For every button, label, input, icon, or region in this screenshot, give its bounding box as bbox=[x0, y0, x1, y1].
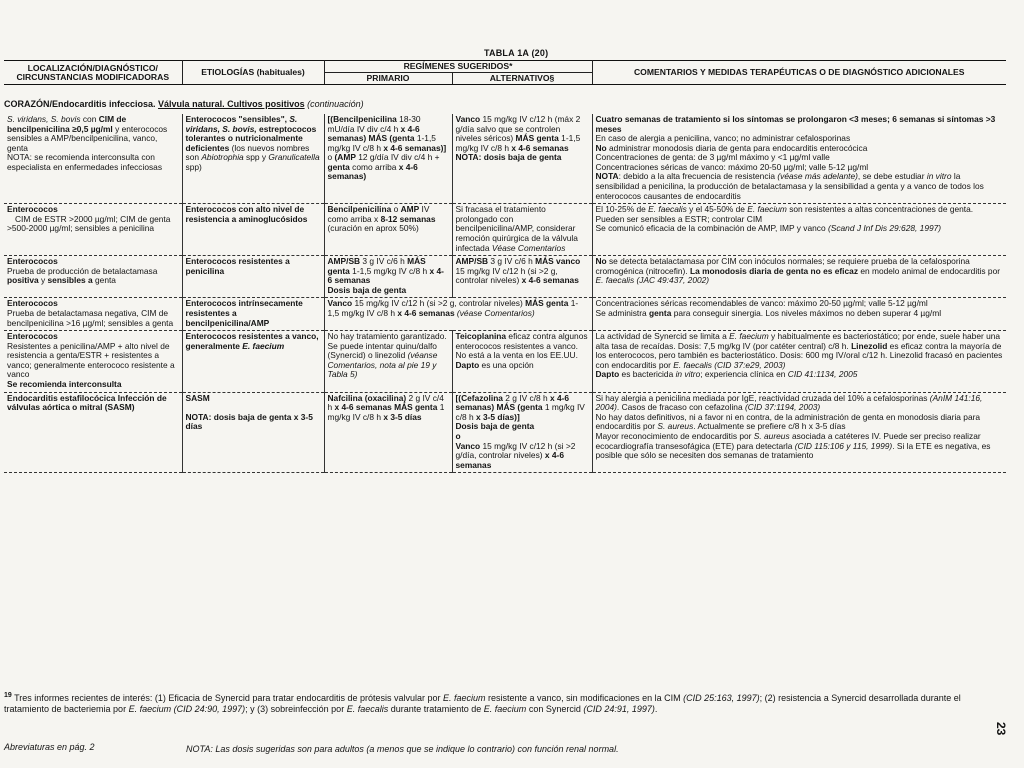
text-run: 1-1,5 mg/kg IV c/8 h bbox=[455, 133, 581, 153]
text-run: Dapto bbox=[455, 359, 480, 370]
text-run: Si fracasa el tratamiento prolongado con bencilpenicilina/AMP, considerar remoción quirúrgica de la válvula infectada bbox=[455, 204, 578, 253]
text-run: La actividad de Synercid se limita a bbox=[595, 331, 730, 342]
text-run: E. faecium (CID 24:90, 1997) bbox=[128, 703, 246, 714]
etiology-cell bbox=[182, 114, 324, 204]
etiology-cell bbox=[182, 392, 324, 473]
text-run: Endocarditis estafilocócica Infección de válvulas aórtica o mitral (SASM) bbox=[7, 392, 167, 413]
diagnosis-cell bbox=[4, 114, 182, 204]
header-alternativo: ALTERNATIVO§ bbox=[452, 73, 592, 85]
text-run: Vanco bbox=[327, 298, 353, 309]
diagnosis-cell bbox=[4, 256, 182, 298]
text-run: MÁS genta bbox=[525, 298, 569, 309]
text-run: x 4-6 semanas bbox=[455, 450, 564, 470]
text-run: asociada a catéteres IV. Puede ser preciso realizar ecocardiografía transesofágica (ETE) para detectarla bbox=[595, 430, 981, 451]
text-run: administrar monodosis diaria de genta para endocarditis enterocócica bbox=[606, 142, 868, 153]
text-run: AMP/SB bbox=[327, 256, 361, 267]
text-run: El 10-25% de bbox=[595, 204, 649, 215]
text-run: Enterococos con alto nivel de resistencia a aminoglucósidos bbox=[185, 204, 308, 224]
primary-regimen-cell bbox=[324, 392, 452, 473]
text-run: Dapto bbox=[595, 369, 620, 380]
text-run: 2 g IV c/8 h bbox=[502, 392, 550, 403]
text-run: Se comunicó eficacia de la combinación de AMP, IMP y vanco bbox=[595, 223, 828, 234]
text-run: S. aureus bbox=[753, 430, 790, 441]
table-title: TABLA 1A (20) bbox=[484, 48, 549, 58]
text-run: spp y bbox=[243, 152, 269, 163]
text-run: Enterococos resistentes a vanco, generalmente bbox=[185, 331, 319, 351]
text-run: x 4-6 semanas)] bbox=[383, 142, 447, 153]
text-run: (curación en aprox 50%) bbox=[327, 223, 419, 234]
text-run: Nafcilina (oxacilina) bbox=[327, 392, 407, 403]
text-run: CID 41:1134, 2005 bbox=[787, 369, 858, 380]
text-run: No bbox=[595, 256, 607, 267]
text-run: [(Cefazolina bbox=[455, 392, 503, 403]
primary-regimen-cell bbox=[324, 204, 452, 256]
text-run: . Casos de fracaso con cefazolina bbox=[616, 402, 745, 413]
diagnosis-cell bbox=[4, 204, 182, 256]
alternative-regimen-cell bbox=[452, 392, 592, 473]
text-run: ; y (3) sobreinfección por bbox=[245, 703, 347, 714]
text-run: Enterococos bbox=[7, 204, 58, 215]
text-run: Linezolid bbox=[851, 340, 888, 351]
text-run: Concentraciones de genta: de 3 µg/ml máximo y <1 µg/ml valle bbox=[595, 152, 830, 163]
etiology-cell bbox=[182, 298, 324, 331]
text-run: spp) bbox=[185, 161, 202, 172]
text-run: genta bbox=[649, 307, 672, 318]
text-run: (CID 25:163, 1997) bbox=[683, 693, 760, 703]
text-run: Cuatro semanas de tratamiento si los síntomas se prolongaron <3 meses; 6 semanas si síntomas >3 meses bbox=[595, 114, 996, 134]
text-run: con Synercid bbox=[526, 703, 584, 714]
text-run: 3 g IV c/6 h bbox=[488, 256, 536, 267]
etiology-cell bbox=[182, 204, 324, 256]
text-run: 2 g IV c/4 h bbox=[327, 392, 444, 413]
text-run: x 4-6 semanas) MÁS (genta bbox=[455, 392, 570, 413]
text-run: como arriba bbox=[349, 161, 399, 172]
text-run: E. faecalis bbox=[648, 204, 687, 215]
section-heading bbox=[4, 99, 364, 109]
text-run: 15 mg/kg IV c/12 h (máx 2 g/día salvo que se controlen niveles séricos) bbox=[455, 114, 581, 144]
text-run: . bbox=[654, 703, 658, 714]
text-run: SASM bbox=[185, 392, 210, 403]
dosage-note: NOTA: Las dosis sugeridas son para adultos (a menos que se indique lo contrario) con función renal normal. bbox=[186, 744, 619, 754]
text-run: E. faecalis bbox=[346, 703, 389, 714]
text-run: S. viridans, S. bovis, bbox=[185, 114, 298, 134]
comments-cell bbox=[592, 298, 1006, 331]
text-run: y enterococos sensibles a AMP/bencilpenicilina, vanco, genta bbox=[7, 123, 168, 153]
text-run: (CID 37:1194, 2003) bbox=[744, 402, 821, 413]
table-row bbox=[4, 392, 1006, 473]
text-run: x 4-6 semanas bbox=[397, 307, 455, 318]
text-run: Concentraciones séricas de vanco: máximo 20-50 µg/ml; valle 5-12 µg/ml bbox=[595, 161, 869, 172]
header-primario: PRIMARIO bbox=[324, 73, 452, 85]
text-run: in vitro bbox=[926, 171, 952, 182]
text-run: , se debe estudiar bbox=[857, 171, 927, 182]
text-run: (CID 24:91, 1997) bbox=[583, 703, 655, 714]
text-run: (AnIM 141:16, 2004) bbox=[595, 392, 983, 413]
text-run: x 4-6 semanas) bbox=[327, 161, 418, 182]
diagnosis-cell bbox=[4, 392, 182, 473]
text-run: o bbox=[391, 204, 401, 215]
regimen-table bbox=[4, 114, 1006, 473]
text-run: Si hay alergia a penicilina mediada por IgE, reactividad cruzada del 10% a cefalosporinas bbox=[595, 392, 930, 403]
text-run: 8-12 semanas bbox=[380, 213, 436, 224]
comments-cell bbox=[592, 114, 1006, 204]
alternative-regimen-cell bbox=[452, 204, 592, 256]
text-run: Vanco bbox=[455, 440, 481, 451]
text-run: 12 g/día IV div c/4 h + bbox=[355, 152, 440, 163]
text-run: NOTA: dosis baja de genta x 3-5 días bbox=[185, 411, 313, 432]
text-run: MÁS vanco bbox=[535, 256, 581, 267]
text-run: Se administra bbox=[595, 307, 650, 318]
text-run: 18-30 mU/día IV div c/4 h bbox=[327, 114, 421, 134]
text-run: E. faecalis (CID 37:e29, 2003) bbox=[673, 359, 786, 370]
text-run: No hay datos definitivos, ni a favor ni en contra, de la administración de genta en monodosis diaria para endocarditis por bbox=[595, 411, 981, 432]
text-run: x 3-5 días bbox=[383, 411, 422, 422]
text-run: Abiotrophia bbox=[201, 152, 244, 163]
etiology-cell bbox=[182, 331, 324, 392]
text-run: (véase más adelante) bbox=[777, 171, 858, 182]
text-run: durante tratamiento de bbox=[388, 703, 484, 714]
text-run: Enterococos intrínsecamente resistentes a bencilpenicilina/AMP bbox=[185, 298, 303, 328]
text-run: E. faecium bbox=[483, 703, 527, 714]
text-run: NOTA bbox=[595, 171, 619, 182]
table-header bbox=[4, 60, 1006, 85]
text-run: x 3-5 días)] bbox=[475, 411, 520, 422]
text-run: o bbox=[327, 152, 335, 163]
text-run: Enterococos bbox=[7, 256, 58, 267]
text-run: x 4-6 semanas MÁS genta bbox=[334, 402, 438, 413]
text-run: AMP bbox=[400, 204, 420, 215]
header-comentarios: COMENTARIOS Y MEDIDAS TERAPÉUTICAS O DE DIAGNÓSTICO ADICIONALES bbox=[592, 61, 1006, 85]
text-run: Enterococos bbox=[7, 331, 58, 342]
text-run: con bbox=[80, 114, 99, 124]
comments-cell bbox=[592, 204, 1006, 256]
comments-cell bbox=[592, 331, 1006, 392]
table-row bbox=[4, 114, 1006, 204]
table-row bbox=[4, 298, 1006, 331]
section-subtitle: Válvula natural. Cultivos positivos bbox=[158, 99, 305, 109]
text-run: E. faecium bbox=[242, 340, 285, 351]
text-run: 1 mg/kg IV c/8 h bbox=[455, 402, 585, 422]
text-run: E. faecium bbox=[729, 331, 769, 342]
comments-cell bbox=[592, 256, 1006, 298]
etiology-cell bbox=[182, 256, 324, 298]
text-run: se detecta betalactamasa por CIM con inóculos normales; se requiere prueba de la cefalosporina cromogénica (nitrocefin). bbox=[595, 256, 970, 276]
text-run: Mayor reconocimiento de endocarditis por bbox=[595, 430, 754, 441]
table-row bbox=[4, 204, 1006, 256]
text-run: IV como arriba x bbox=[327, 204, 430, 224]
alternative-regimen-cell bbox=[452, 331, 592, 392]
text-run: Granulicatella bbox=[268, 152, 320, 163]
footnote-number: 19 bbox=[4, 692, 12, 699]
text-run: Enterococos resistentes a penicilina bbox=[185, 256, 290, 276]
text-run: y el 45-50% de bbox=[686, 204, 748, 215]
table-row bbox=[4, 331, 1006, 392]
text-run: MÁS genta bbox=[515, 133, 559, 144]
text-run: Prueba de betalactamasa negativa, CIM de bencilpenicilina >16 µg/ml; sensibles a genta bbox=[7, 307, 174, 328]
text-run: E. faecalis (JAC 49:437, 2002) bbox=[595, 275, 710, 286]
text-run: La monodosis diaria de genta no es eficaz bbox=[690, 265, 859, 276]
text-run: Tres informes recientes de interés: (1) Eficacia de Synercid para tratar endocarditis de prótesis valvular por bbox=[14, 693, 443, 703]
text-run: ; (2) resistencia a Synercid desarrollada durante el tratamiento de bacteriemia por bbox=[4, 693, 961, 714]
text-run: sensibles a bbox=[47, 275, 93, 286]
text-run: Dosis baja de genta bbox=[455, 421, 535, 432]
text-run: x 4-6 semanas bbox=[521, 275, 579, 286]
text-run: No hay tratamiento garantizado. Se puede intentar quinu/dalfo (Synercid) o linezolid bbox=[327, 331, 447, 361]
alternative-regimen-cell bbox=[452, 114, 592, 204]
text-run: E. faecium bbox=[443, 693, 486, 703]
text-run: [(Bencilpenicilina bbox=[327, 114, 397, 124]
primary-regimen-cell bbox=[324, 331, 452, 392]
text-run: Teicoplanina bbox=[455, 331, 507, 342]
text-run: x 4-6 semanas bbox=[327, 265, 444, 286]
text-run: para conseguir sinergia. Los niveles máximos no deben superar 4 µg/ml bbox=[671, 307, 942, 318]
primary-regimen-cell bbox=[324, 114, 452, 204]
text-run: Concentraciones séricas recomendables de vanco: máximo 20-50 µg/ml; valle 5-12 µg/ml bbox=[595, 298, 928, 309]
text-run: 3 g IV c/6 h bbox=[360, 256, 408, 267]
text-run: estreptococos tolerantes o nutricionalmente deficientes bbox=[185, 123, 317, 153]
primary-regimen-cell bbox=[324, 298, 592, 331]
text-run: x 4-6 semanas bbox=[511, 142, 569, 153]
text-run: in vitro bbox=[675, 369, 701, 380]
text-run: En caso de alergia a penicilina, vanco; no administrar cefalosporinas bbox=[595, 133, 851, 144]
text-run: S. viridans, S. bovis bbox=[7, 114, 81, 124]
diagnosis-cell bbox=[4, 298, 182, 331]
header-localizacion: LOCALIZACIÓN/DIAGNÓSTICO/ CIRCUNSTANCIAS MODIFICADORAS bbox=[4, 61, 182, 85]
alternative-regimen-cell bbox=[452, 256, 592, 298]
text-run: (véase Comentarios) bbox=[454, 307, 535, 318]
text-run: genta bbox=[327, 161, 350, 172]
text-run: 15 mg/kg IV c/12 h (si >2 g, controlar niveles) bbox=[352, 298, 526, 309]
text-run: . Si la ETE es negativa, es posible que sólo se necesiten dos semanas de tratamiento bbox=[595, 440, 991, 461]
text-run: positiva bbox=[7, 275, 39, 286]
text-run: 1 mg/kg IV c/8 h bbox=[327, 402, 445, 422]
text-run: eficaz contra algunos enterococos resistentes a vanco. No está a la venta en los EE.UU. bbox=[455, 331, 588, 361]
header-etiologias: ETIOLOGÍAS (habituales) bbox=[182, 61, 324, 85]
text-run: 1-1,5 mg/kg IV c/8 h bbox=[327, 133, 436, 153]
text-run: 15 mg/kg IV c/12 h (si >2 g/día, controlar niveles) bbox=[455, 440, 576, 461]
text-run: 1-1,5 mg/kg IV c/8 h bbox=[327, 298, 579, 318]
text-run: : debido a la alta frecuencia de resistencia bbox=[618, 171, 778, 182]
text-run: la sensibilidad a penicilina, la producción de betalactamasa y la sensibilidad a genta y a vanco de todos los enterococos causantes de endocarditis bbox=[595, 171, 984, 201]
text-run: No bbox=[595, 142, 607, 153]
text-run: Véase Comentarios bbox=[491, 242, 566, 253]
page-number: 23 bbox=[994, 722, 1008, 736]
text-run: resistente a vanco, sin modificaciones en la CIM bbox=[485, 693, 684, 703]
comments-cell bbox=[592, 392, 1006, 473]
abreviaturas-note: Abreviaturas en pág. 2 bbox=[4, 742, 95, 752]
text-run: Resistentes a penicilina/AMP + alto nivel de resistencia a genta/ESTR + resistentes a vanco; generalmente enterococo resistente a vanco bbox=[7, 340, 175, 380]
section-continuation: (continuación) bbox=[307, 99, 364, 109]
text-run: Vanco bbox=[455, 114, 481, 124]
text-run: MÁS genta bbox=[327, 256, 426, 276]
text-run: NOTA: se recomienda interconsulta con especialista en enfermedades infecciosas bbox=[7, 152, 163, 172]
text-run: (los nuevos nombres son bbox=[185, 142, 310, 163]
text-run: Enterococos "sensibles", bbox=[185, 114, 290, 124]
text-run: CIM de bencilpenicilina ≥0,5 µg/ml bbox=[7, 114, 127, 134]
text-run: Bencilpenicilina bbox=[327, 204, 392, 215]
text-run: (CID 115:106 y 115, 1999) bbox=[794, 440, 893, 451]
text-run: NOTA: dosis baja de genta bbox=[455, 152, 562, 163]
text-run: x 4-6 semanas) MÁS (genta bbox=[327, 123, 420, 144]
primary-regimen-cell bbox=[324, 256, 452, 298]
footnote-text bbox=[4, 693, 961, 714]
text-run: (Scand J Inf Dis 29:628, 1997) bbox=[827, 223, 942, 234]
diagnosis-cell bbox=[4, 331, 182, 392]
text-run: Dosis baja de genta bbox=[327, 284, 407, 295]
text-run: CIM de ESTR >2000 µg/ml; CIM de genta >500-2000 µg/ml; sensibles a penicilina bbox=[7, 213, 171, 234]
text-run: son resistentes a altas concentraciones de genta. Pueden ser sensibles a ESTR; controlar CIM bbox=[595, 204, 974, 224]
footnote-19 bbox=[4, 692, 1004, 715]
table-row bbox=[4, 256, 1006, 298]
text-run: 15 mg/kg IV c/12 h (si >2 g, controlar niveles) bbox=[455, 265, 558, 286]
text-run: y habitualmente es bacteriostático; por ende, suele haber una alta tasa de recaídas. Dosis: 7,5 mg/kg IV (por catéter central) c/8 h. bbox=[595, 331, 1001, 351]
text-run: y bbox=[38, 275, 48, 286]
text-run: Se recomienda interconsulta bbox=[7, 379, 122, 390]
text-run: o bbox=[455, 430, 461, 441]
text-run: Enterococos bbox=[7, 298, 58, 309]
text-run: (véanse Comentarios, nota al pie 19 y Tabla 5) bbox=[327, 350, 438, 380]
text-run: es eficaz contra la mayoría de los enterococos, pero también es bacteriostático. Dosis: 600 mg IV/oral c/12 h. Linezolid fracasó en pacientes con endocarditis por bbox=[595, 340, 1003, 370]
text-run: Prueba de producción de betalactamasa bbox=[7, 265, 158, 276]
text-run: E. faecium bbox=[747, 204, 787, 215]
section-organ: CORAZÓN/Endocarditis infecciosa. bbox=[4, 99, 156, 109]
text-run: es bactericida bbox=[619, 369, 676, 380]
header-regimenes: REGÍMENES SUGERIDOS* bbox=[324, 61, 592, 73]
text-run: AMP/SB bbox=[455, 256, 489, 267]
text-run: es una opción bbox=[479, 359, 534, 370]
text-run: S. aureus bbox=[657, 421, 694, 432]
text-run: en modelo animal de endocarditis por bbox=[858, 265, 1001, 276]
text-run: 1-1,5 mg/kg IV c/8 h bbox=[349, 265, 430, 276]
text-run: ; experiencia clínica en bbox=[700, 369, 788, 380]
text-run: . Actualmente se prefiere c/8 h x 3-5 días bbox=[693, 421, 846, 432]
text-run: genta bbox=[92, 275, 116, 286]
text-run: (AMP bbox=[334, 152, 356, 163]
